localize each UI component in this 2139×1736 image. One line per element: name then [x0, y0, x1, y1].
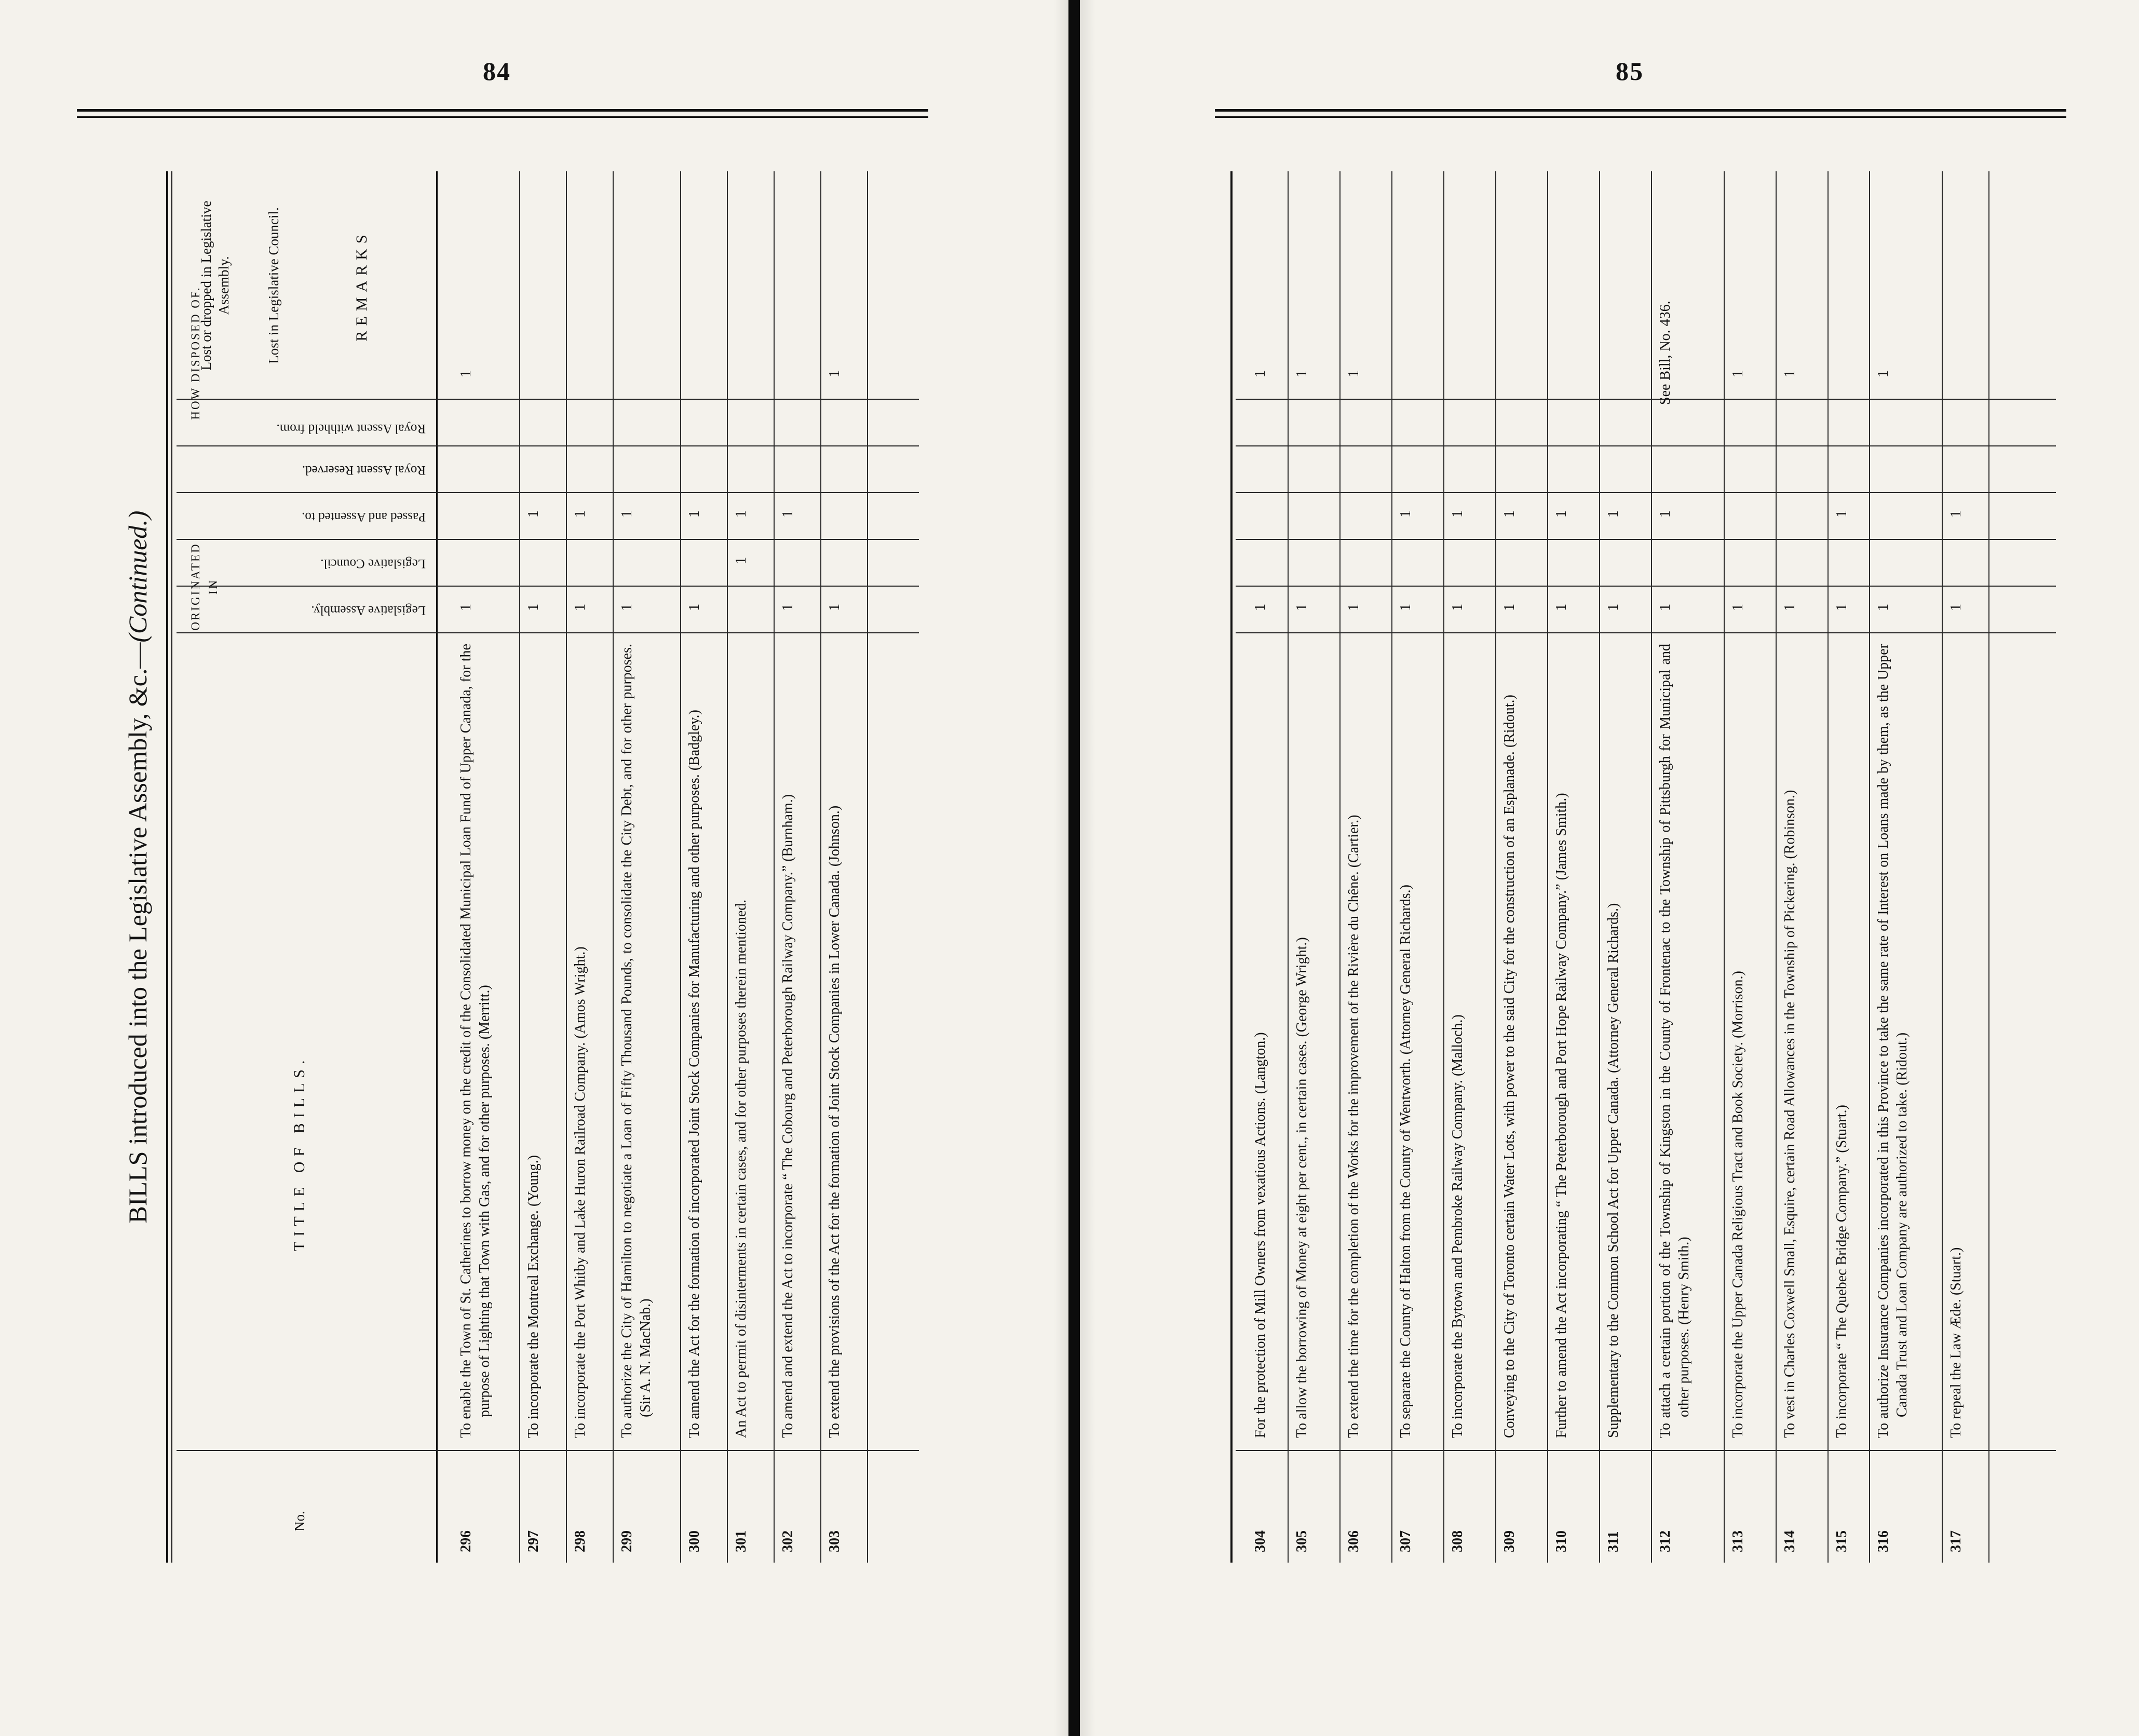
tally-mark: 1 — [1605, 604, 1621, 611]
tally-mark: 1 — [1875, 370, 1891, 377]
bill-number: 311 — [1605, 1531, 1621, 1552]
tally-mark: 1 — [1948, 604, 1964, 611]
row-rule — [1776, 171, 1777, 1563]
top-rule-right-thin — [1215, 116, 2066, 118]
bill-title: To extend the provisions of the Act for the formation of Joint Stock Companies in Lower Canada. (Johnson.) — [827, 805, 843, 1438]
bill-title: An Act to permit of disinterments in certain cases, and for other purposes therein mentioned. — [733, 899, 749, 1438]
bill-number: 298 — [572, 1530, 588, 1552]
bill-number: 306 — [1346, 1530, 1362, 1552]
tally-mark: 1 — [619, 510, 635, 518]
bill-number: 302 — [780, 1530, 796, 1552]
tally-mark: 1 — [1398, 510, 1414, 518]
bill-number: 301 — [733, 1530, 749, 1552]
tally-mark: 1 — [1948, 510, 1964, 518]
bill-number: 308 — [1450, 1530, 1466, 1552]
tally-mark: 1 — [827, 604, 843, 611]
row-rule — [774, 171, 775, 1563]
bill-title: Conveying to the City of Toronto certain Water Lots, with power to the said City for the construction of an Esplanade. (Ridout.) — [1501, 695, 1518, 1438]
tally-mark: 1 — [1782, 604, 1798, 611]
left-page-table — [109, 171, 919, 1563]
tally-mark: 1 — [572, 604, 588, 611]
header-how-disposed-of: HOW DISPOSED OF. — [189, 286, 202, 420]
row-rule — [680, 171, 681, 1563]
top-rule-left-thin — [77, 116, 928, 118]
table-top-rule-right — [1230, 171, 1233, 1563]
bill-title: To vest in Charles Coxwell Small, Esquire, certain Road Allowances in the Township of Pickering. (Robinson.) — [1782, 790, 1798, 1438]
bill-number: 316 — [1875, 1530, 1891, 1552]
tally-mark: 1 — [1834, 510, 1850, 518]
table-top-rule-2 — [171, 171, 172, 1563]
tally-mark: 1 — [733, 557, 749, 564]
tally-mark: 1 — [780, 510, 796, 518]
bill-title: To enable the Town of St. Catherines to borrow money on the credit of the Consolidated Municipal Loan Fund of Upper Canada, for the purpose of Lighting that Town with Gas, and for other purposes. (Merritt.) — [458, 644, 493, 1438]
bill-title: To incorporate the Montreal Exchange. (Young.) — [525, 1155, 541, 1438]
bill-number: 300 — [686, 1530, 702, 1552]
row-rule — [566, 171, 567, 1563]
tally-mark: 1 — [458, 370, 474, 377]
row-rule — [727, 171, 728, 1563]
tally-mark: 1 — [1294, 604, 1310, 611]
tally-mark: 1 — [1294, 370, 1310, 377]
row-rule — [1942, 171, 1943, 1563]
bill-title: To incorporate the Port Whitby and Lake Huron Railroad Company. (Amos Wright.) — [572, 946, 588, 1438]
row-rule — [1827, 171, 1829, 1563]
bill-title: To incorporate the Upper Canada Religious Tract and Book Society. (Morrison.) — [1730, 971, 1746, 1438]
top-rule-left — [77, 109, 928, 112]
bill-number: 297 — [525, 1530, 541, 1552]
header-legislative-council: Legislative Council. — [320, 557, 426, 571]
tally-mark: 1 — [1450, 604, 1466, 611]
tally-mark: 1 — [1346, 370, 1362, 377]
remark-text: See Bill, No. 436. — [1657, 301, 1673, 405]
row-rule — [1391, 171, 1392, 1563]
bill-number: 299 — [619, 1530, 635, 1552]
book-spine — [1068, 0, 1080, 1736]
column-lines — [177, 171, 919, 1563]
tally-mark: 1 — [1730, 370, 1746, 377]
header-lost-council: Lost in Legislative Council. — [266, 207, 281, 364]
bill-number: 305 — [1294, 1530, 1310, 1552]
tally-mark: 1 — [1501, 604, 1518, 611]
tally-mark: 1 — [572, 510, 588, 518]
tally-mark: 1 — [525, 604, 541, 611]
bill-number: 315 — [1834, 1530, 1850, 1552]
row-rule — [820, 171, 821, 1563]
table-top-rule — [166, 171, 168, 1563]
page-number-right: 85 — [1616, 57, 1644, 86]
tally-mark: 1 — [780, 604, 796, 611]
table-frame-right — [1230, 171, 2009, 1563]
header-passed: Passed and Assented to. — [302, 510, 426, 524]
tally-mark: 1 — [1553, 510, 1569, 518]
tally-mark: 1 — [619, 604, 635, 611]
tally-mark: 1 — [686, 510, 702, 518]
bill-number: 313 — [1730, 1530, 1746, 1552]
right-page-table — [1199, 171, 2059, 1563]
row-rule — [613, 171, 614, 1563]
header-lost-assembly: Lost or dropped in Legislative Assembly. — [198, 200, 232, 371]
bill-title: To separate the County of Halton from the County of Wentworth. (Attorney General Richards.) — [1398, 885, 1414, 1438]
bill-number: 317 — [1948, 1530, 1964, 1552]
bill-number: 314 — [1782, 1530, 1798, 1552]
row-rule — [1339, 171, 1341, 1563]
bill-number: 303 — [827, 1530, 843, 1552]
bill-number: 304 — [1252, 1530, 1268, 1552]
tally-mark: 1 — [1346, 604, 1362, 611]
row-rule — [1724, 171, 1725, 1563]
bill-number: 296 — [458, 1530, 474, 1552]
bill-title: For the protection of Mill Owners from vexatious Actions. (Langton.) — [1252, 1032, 1268, 1438]
bill-title: To repeal the Law Æde. (Stuart.) — [1948, 1247, 1964, 1438]
tally-mark: 1 — [686, 604, 702, 611]
tally-mark: 1 — [1730, 604, 1746, 611]
bill-title: Further to amend the Act incorporating “ The Peterborough and Port Hope Railway Company.” (James Smith.) — [1553, 793, 1569, 1438]
tally-mark: 1 — [1782, 370, 1798, 377]
running-title: BILLS introduced into the Legislative Assembly, &c.—(Continued.) — [123, 510, 152, 1224]
bill-title: To allow the borrowing of Money at eight per cent., in certain cases. (George Wright.) — [1294, 937, 1310, 1438]
tally-mark: 1 — [1834, 604, 1850, 611]
row-rule — [1547, 171, 1548, 1563]
bill-number: 309 — [1501, 1530, 1518, 1552]
row-rule — [1443, 171, 1444, 1563]
row-rule — [1599, 171, 1600, 1563]
bill-number: 312 — [1657, 1530, 1673, 1552]
bill-title: To incorporate “ The Quebec Bridge Company.” (Stuart.) — [1834, 1105, 1850, 1438]
tally-mark: 1 — [733, 510, 749, 518]
row-rule — [867, 171, 868, 1563]
header-withheld: Royal Assent withheld from. — [276, 422, 426, 436]
bill-title: To authorize the City of Hamilton to negotiate a Loan of Fifty Thousand Pounds, to consolidate the City Debt, and for other purposes. (Sir A. N. MacNab.) — [619, 644, 654, 1438]
tally-mark: 1 — [1450, 510, 1466, 518]
header-title-of-bills: TITLE OF BILLS. — [291, 1055, 308, 1251]
tally-mark: 1 — [1605, 510, 1621, 518]
bill-title: To amend and extend the Act to incorporate “ The Cobourg and Peterborough Railway Company.” (Burnham.) — [780, 794, 796, 1438]
tally-mark: 1 — [1657, 510, 1673, 518]
tally-mark: 1 — [1252, 604, 1268, 611]
tally-mark: 1 — [1252, 370, 1268, 377]
header-remarks: REMARKS — [353, 229, 370, 342]
header-no: No. — [292, 1511, 307, 1531]
bill-title: To attach a certain portion of the Township of Kingston in the County of Frontenac to the Township of Pittsburgh for Municipal and other purposes. (Henry Smith.) — [1657, 644, 1692, 1438]
header-reserved: Royal Assent Reserved. — [302, 463, 426, 477]
bill-title: To authorize Insurance Companies incorporated in this Province to take the same rate of Interest on Loans made by them, as the Upper Canada Trust and Loan Company are authorized to take. (Ridout.) — [1875, 644, 1910, 1438]
row-rule — [519, 171, 520, 1563]
tally-mark: 1 — [827, 370, 843, 377]
bill-title: To amend the Act for the formation of incorporated Joint Stock Companies for Manufacturing and other purposes. (Badgley.) — [686, 710, 702, 1438]
header-originated-in: ORIGINATED IN — [189, 542, 220, 631]
row-rule — [1869, 171, 1870, 1563]
bill-number: 307 — [1398, 1530, 1414, 1552]
row-rule — [1288, 171, 1289, 1563]
row-rule — [1988, 171, 1989, 1563]
page-number-left: 84 — [483, 57, 511, 86]
bill-number: 310 — [1553, 1530, 1569, 1552]
header-legislative-assembly: Legislative Assembly. — [311, 603, 426, 617]
tally-mark: 1 — [1398, 604, 1414, 611]
table-frame — [166, 171, 919, 1563]
bill-title: Supplementary to the Common School Act for Upper Canada. (Attorney General Richards.) — [1605, 903, 1621, 1438]
row-rule — [1495, 171, 1496, 1563]
bill-title: To extend the time for the completion of the Works for the improvement of the Rivière du Chêne. (Cartier.) — [1346, 815, 1362, 1438]
tally-mark: 1 — [1875, 604, 1891, 611]
tally-mark: 1 — [525, 510, 541, 518]
top-rule-right — [1215, 109, 2066, 112]
tally-mark: 1 — [1657, 604, 1673, 611]
tally-mark: 1 — [1553, 604, 1569, 611]
bill-title: To incorporate the Bytown and Pembroke Railway Company. (Malloch.) — [1450, 1014, 1466, 1438]
tally-mark: 1 — [458, 604, 474, 611]
tally-mark: 1 — [1501, 510, 1518, 518]
row-rule — [1651, 171, 1652, 1563]
